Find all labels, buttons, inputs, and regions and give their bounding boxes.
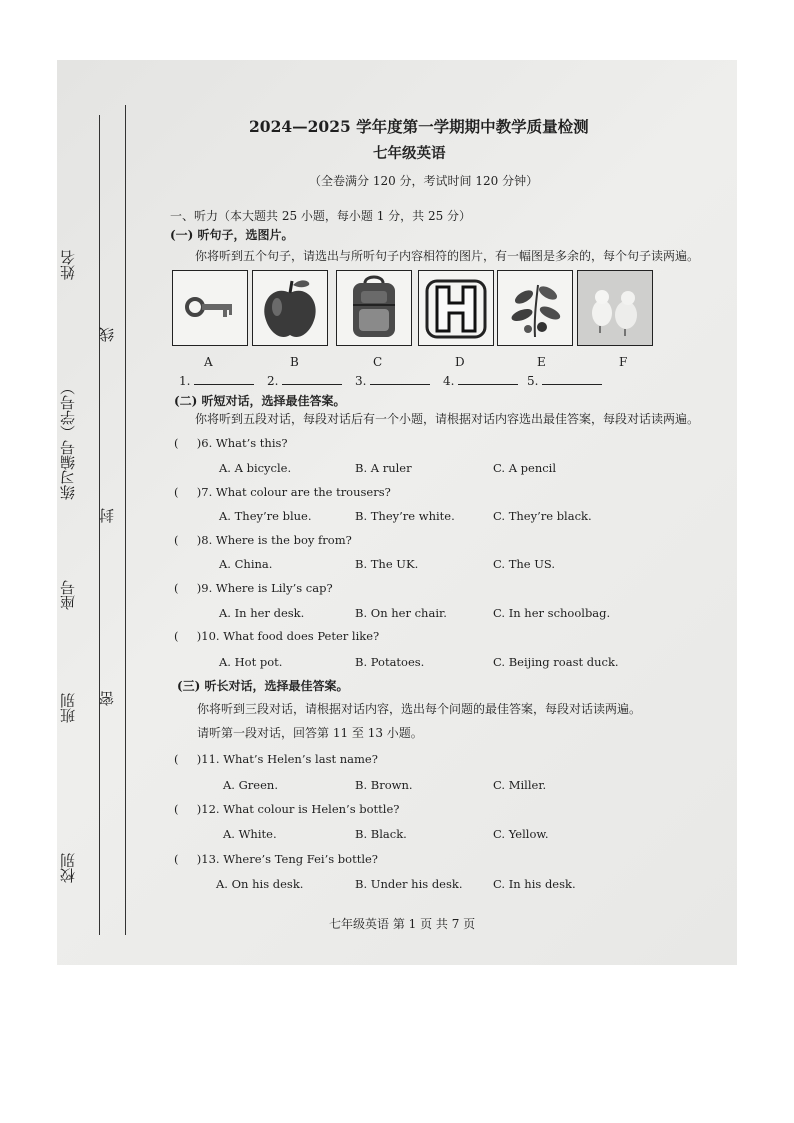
q6-option-c[interactable]: C. A pencil — [493, 461, 557, 475]
part2-heading: (二) 听短对话，选择最佳答案。 — [174, 394, 346, 408]
part3-intro: 请听第一段对话，回答第 11 至 13 小题。 — [197, 726, 423, 740]
exam-title: 2024—2025 学年度第一学期期中教学质量检测 — [249, 117, 589, 136]
part3-heading: (三) 听长对话，选择最佳答案。 — [177, 679, 349, 693]
line-label: 线 — [98, 327, 116, 343]
question-text: )12. What colour is Helen’s bottle? — [196, 802, 400, 816]
picture-b — [252, 270, 328, 346]
q7-option-c[interactable]: C. They’re black. — [493, 509, 592, 523]
blank-number: 5. — [527, 374, 539, 388]
q12-option-c[interactable]: C. Yellow. — [493, 827, 549, 841]
q8-option-a[interactable]: A. China. — [219, 557, 273, 571]
q11-option-a[interactable]: A. Green. — [223, 778, 278, 792]
school-label: 校别 — [59, 853, 77, 883]
picture-letter-a: A — [204, 355, 213, 369]
seal-label: 封 — [98, 508, 116, 524]
answer-blank-4[interactable] — [443, 372, 518, 388]
blank-number: 2. — [267, 374, 279, 388]
q8-option-c[interactable]: C. The US. — [493, 557, 556, 571]
picture-a — [172, 270, 248, 346]
answer-blank-3[interactable] — [355, 372, 430, 388]
question-12: ( )12. What colour is Helen’s bottle? — [174, 802, 400, 816]
blank-number: 3. — [355, 374, 367, 388]
apple-icon — [253, 330, 327, 346]
question-text: )9. Where is Lily’s cap? — [196, 581, 333, 595]
q10-option-b[interactable]: B. Potatoes. — [355, 655, 425, 669]
blank-line — [370, 372, 430, 385]
picture-f — [577, 270, 653, 346]
question-8: ( )8. Where is the boy from? — [174, 533, 352, 547]
binding-line-inner — [125, 105, 126, 935]
q6-option-a[interactable]: A. A bicycle. — [219, 461, 292, 475]
q9-option-b[interactable]: B. On her chair. — [355, 606, 447, 620]
blank-line — [458, 372, 518, 385]
question-10: ( )10. What food does Peter like? — [174, 629, 380, 643]
question-text: )13. Where’s Teng Fei’s bottle? — [196, 852, 378, 866]
picture-d — [418, 270, 494, 346]
key-icon — [173, 330, 247, 346]
part1-instruction: 你将听到五个句子，请选出与所听句子内容相符的图片，有一幅图是多余的，每个句子读两遍。 — [195, 249, 700, 263]
question-text: )10. What food does Peter like? — [196, 629, 380, 643]
picture-e — [497, 270, 573, 346]
q7-option-a[interactable]: A. They’re blue. — [219, 509, 312, 523]
q9-option-c[interactable]: C. In her schoolbag. — [493, 606, 611, 620]
question-6: ( )6. What’s this? — [174, 436, 288, 450]
q10-option-a[interactable]: A. Hot pot. — [219, 655, 283, 669]
letter-h-icon — [419, 330, 493, 346]
blank-line — [542, 372, 602, 385]
q13-option-b[interactable]: B. Under his desk. — [355, 877, 463, 891]
close-label: 密 — [98, 691, 116, 707]
part1-heading: (一) 听句子，选图片。 — [170, 228, 294, 242]
q9-option-a[interactable]: A. In her desk. — [219, 606, 305, 620]
name-label: 姓名 — [59, 250, 77, 280]
question-text: )8. Where is the boy from? — [196, 533, 352, 547]
exam-note: （全卷满分 120 分，考试时间 120 分钟） — [309, 174, 539, 188]
section-heading: 一、听力（本大题共 25 小题，每小题 1 分，共 25 分） — [170, 209, 472, 223]
blank-line — [194, 372, 254, 385]
q12-option-b[interactable]: B. Black. — [355, 827, 407, 841]
picture-letter-b: B — [290, 355, 299, 369]
schoolbag-icon — [337, 330, 411, 346]
page-footer: 七年级英语 第 1 页 共 7 页 — [329, 917, 476, 931]
q7-option-b[interactable]: B. They’re white. — [355, 509, 455, 523]
picture-letter-d: D — [455, 355, 465, 369]
chicks-icon — [578, 330, 652, 346]
question-text: )7. What colour are the trousers? — [196, 485, 391, 499]
seat-label: 座号 — [59, 580, 77, 610]
question-13: ( )13. Where’s Teng Fei’s bottle? — [174, 852, 378, 866]
blank-line — [282, 372, 342, 385]
q13-option-a[interactable]: A. On his desk. — [216, 877, 304, 891]
q10-option-c[interactable]: C. Beijing roast duck. — [493, 655, 619, 669]
q8-option-b[interactable]: B. The UK. — [355, 557, 419, 571]
question-11: ( )11. What’s Helen’s last name? — [174, 752, 378, 766]
question-7: ( )7. What colour are the trousers? — [174, 485, 391, 499]
answer-blank-2[interactable] — [267, 372, 342, 388]
blank-number: 4. — [443, 374, 455, 388]
question-9: ( )9. Where is Lily’s cap? — [174, 581, 333, 595]
plant-icon — [498, 330, 572, 346]
answer-blank-5[interactable] — [527, 372, 602, 388]
q6-option-b[interactable]: B. A ruler — [355, 461, 412, 475]
picture-letter-e: E — [537, 355, 546, 369]
q13-option-c[interactable]: C. In his desk. — [493, 877, 576, 891]
blank-number: 1. — [179, 374, 191, 388]
picture-letter-c: C — [373, 355, 383, 369]
question-text: )6. What’s this? — [196, 436, 288, 450]
class-label: 班别 — [59, 693, 77, 723]
q11-option-b[interactable]: B. Brown. — [355, 778, 413, 792]
question-text: )11. What’s Helen’s last name? — [196, 752, 378, 766]
exam-subject: 七年级英语 — [373, 145, 446, 162]
picture-letter-f: F — [619, 355, 628, 369]
part3-instruction: 你将听到三段对话，请根据对话内容，选出每个问题的最佳答案，每段对话读两遍。 — [197, 702, 642, 716]
answer-blank-1[interactable] — [179, 372, 254, 388]
exam-number-label: 练习编号（学号） — [59, 380, 77, 500]
exam-paper — [57, 60, 737, 965]
part2-instruction: 你将听到五段对话，每段对话后有一个小题，请根据对话内容选出最佳答案，每段对话读两遍。 — [195, 412, 700, 426]
q12-option-a[interactable]: A. White. — [223, 827, 277, 841]
picture-c — [336, 270, 412, 346]
q11-option-c[interactable]: C. Miller. — [493, 778, 547, 792]
